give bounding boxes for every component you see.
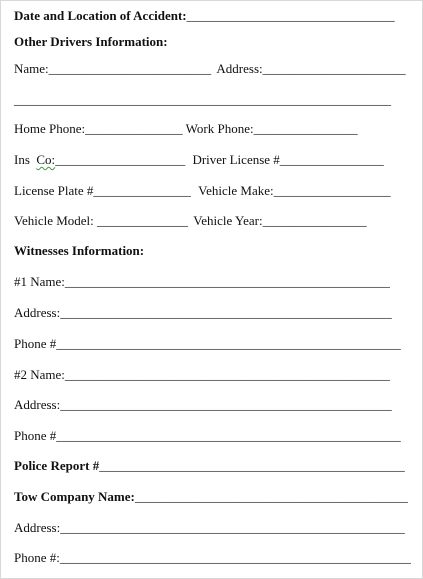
- plate-make-row: [14, 183, 391, 199]
- vehicle-year-label: Vehicle Year:: [193, 213, 263, 228]
- other-drivers-heading: Other Drivers Information:: [14, 34, 168, 49]
- tow-company-field[interactable]: __________________________________________: [134, 489, 408, 504]
- home-phone-field[interactable]: _______________: [85, 121, 183, 136]
- tow-phone-field[interactable]: ______________________________________________________: [59, 550, 411, 565]
- witness2-phone-field[interactable]: _____________________________________________________: [56, 428, 401, 443]
- driver-address-continuation-field[interactable]: __________________________________________________________: [14, 92, 391, 107]
- witness1-phone-field[interactable]: _____________________________________________________: [56, 336, 401, 351]
- home-phone-label: Home Phone:: [14, 121, 86, 136]
- witness1-name-label: #1 Name:: [14, 274, 65, 289]
- driver-address-label: Address:: [216, 61, 263, 76]
- witness1-name-field[interactable]: __________________________________________________: [64, 274, 390, 289]
- tow-phone-row: [14, 550, 411, 566]
- witness2-address-row: [14, 397, 392, 413]
- tow-address-label: Address:: [14, 520, 61, 535]
- witness2-phone-label: Phone #: [14, 428, 57, 443]
- driver-license-label: Driver License #: [192, 152, 280, 167]
- witness1-address-label: Address:: [14, 305, 61, 320]
- accident-date-location-label: Date and Location of Accident:: [14, 8, 187, 23]
- witness2-phone-row: [14, 428, 401, 444]
- witness2-name-field[interactable]: __________________________________________________: [64, 367, 390, 382]
- driver-phones-row: [14, 121, 358, 137]
- work-phone-label: Work Phone:: [185, 121, 254, 136]
- witness1-address-row: [14, 305, 392, 321]
- insurance-label: Ins: [14, 152, 30, 167]
- tow-company-label: Tow Company Name:: [14, 489, 135, 504]
- witness2-name-row: [14, 367, 390, 383]
- police-report-row: [14, 458, 405, 474]
- vehicle-year-field[interactable]: ________________: [262, 213, 367, 228]
- witness2-address-field[interactable]: ___________________________________________________: [60, 397, 392, 412]
- tow-address-field[interactable]: _____________________________________________________: [60, 520, 405, 535]
- accident-date-location-field[interactable]: ________________________________: [186, 8, 395, 23]
- license-plate-label: License Plate #: [14, 183, 94, 198]
- witness1-name-row: [14, 274, 390, 290]
- insurance-license-row: [14, 152, 384, 168]
- tow-company-row: [14, 489, 408, 505]
- police-report-field[interactable]: _______________________________________________: [99, 458, 405, 473]
- tow-address-row: [14, 520, 405, 536]
- tow-phone-label: Phone #:: [14, 550, 60, 565]
- vehicle-model-field[interactable]: ______________: [97, 213, 189, 228]
- license-plate-field[interactable]: _______________: [93, 183, 191, 198]
- witness1-phone-row: [14, 336, 401, 352]
- driver-license-field[interactable]: ________________: [279, 152, 384, 167]
- driver-address-field[interactable]: ______________________: [262, 61, 406, 76]
- driver-name-label: Name:: [14, 61, 49, 76]
- witness1-phone-label: Phone #: [14, 336, 57, 351]
- driver-name-address-row: [14, 61, 406, 77]
- insurance-company-field[interactable]: ____________________: [55, 152, 186, 167]
- police-report-label: Police Report #: [14, 458, 100, 473]
- vehicle-make-field[interactable]: __________________: [273, 183, 391, 198]
- witness1-address-field[interactable]: ___________________________________________________: [60, 305, 392, 320]
- witnesses-heading: Witnesses Information:: [14, 243, 145, 258]
- witness2-name-label: #2 Name:: [14, 367, 65, 382]
- driver-address-continuation: [14, 92, 391, 108]
- accident-date-location-row: [14, 8, 395, 24]
- work-phone-field[interactable]: ________________: [253, 121, 358, 136]
- model-year-row: [14, 213, 367, 229]
- vehicle-model-label: Vehicle Model:: [14, 213, 94, 228]
- witness2-address-label: Address:: [14, 397, 61, 412]
- driver-name-field[interactable]: _________________________: [48, 61, 212, 76]
- vehicle-make-label: Vehicle Make:: [198, 183, 274, 198]
- insurance-co-label: Co:: [36, 152, 56, 167]
